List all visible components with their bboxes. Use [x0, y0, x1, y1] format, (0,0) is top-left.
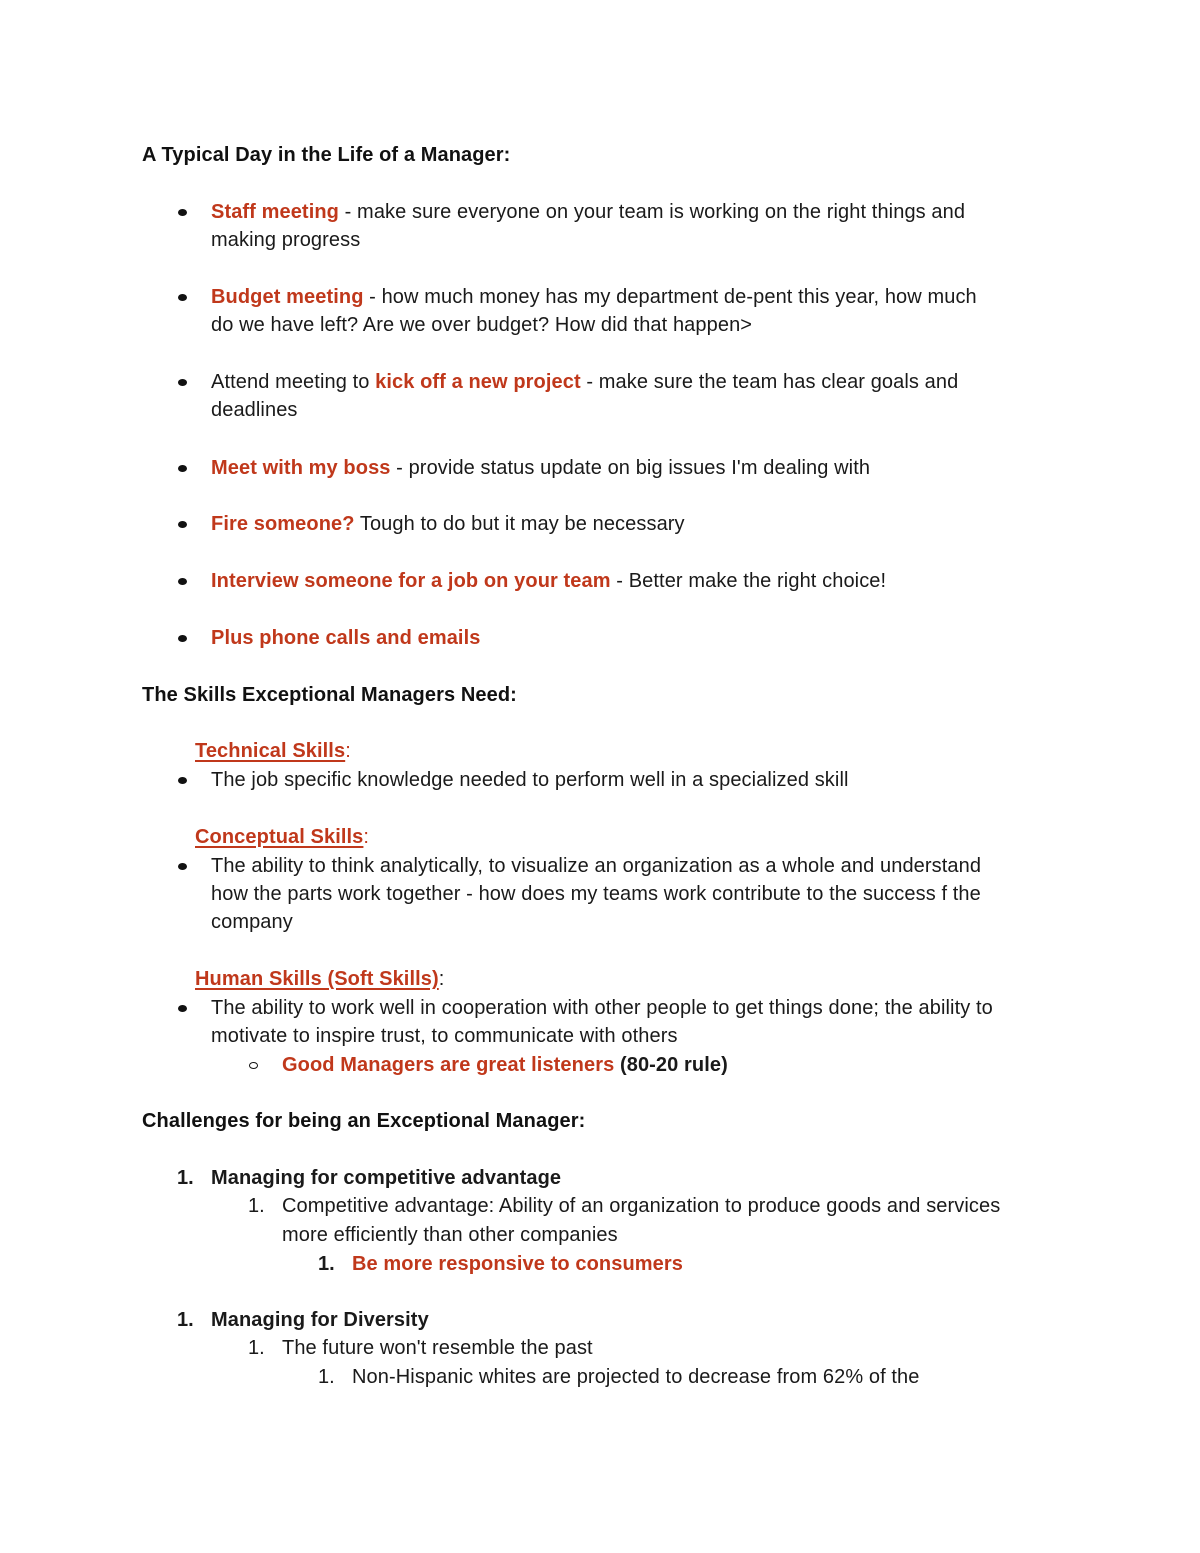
item-text: - make sure everyone on your team is working on the right things and: [338, 201, 966, 223]
list-item-continuation: do we have left? Are we over budget? How did that happen>: [211, 314, 753, 336]
item-highlight: Fire someone?: [211, 513, 355, 535]
skill-heading-human: [195, 965, 444, 993]
item-highlight: Plus phone calls and emails: [211, 627, 481, 649]
list-item: [211, 198, 965, 226]
list-item-continuation: making progress: [211, 229, 361, 251]
item-text: (80-20 rule): [614, 1054, 728, 1076]
list-item-continuation: how the parts work together - how does my teams work contribute to the success f the: [211, 883, 981, 905]
item-highlight: Meet with my boss: [211, 457, 391, 479]
bullet-icon: [178, 578, 187, 585]
list-item: The job specific knowledge needed to perform well in a specialized skill: [211, 769, 849, 791]
sub-list-item: Competitive advantage: Ability of an organization to produce goods and services: [282, 1195, 1001, 1217]
item-text-prefix: Attend meeting to: [211, 371, 376, 393]
bullet-icon: [178, 294, 187, 301]
item-highlight: Good Managers are great listeners: [282, 1054, 615, 1076]
list-item: [211, 454, 870, 482]
list-number: 1.: [177, 1309, 194, 1331]
bullet-icon: [178, 777, 187, 784]
sub-list-item: The future won't resemble the past: [282, 1337, 593, 1359]
bullet-icon: [178, 465, 187, 472]
list-item: [211, 368, 958, 396]
sub-list-item-continuation: more efficiently than other companies: [282, 1224, 618, 1246]
list-number: 1.: [177, 1167, 194, 1189]
list-number: 1.: [248, 1195, 265, 1217]
skill-heading-conceptual: [195, 823, 369, 851]
list-item: [211, 624, 480, 652]
bullet-icon: [178, 209, 187, 216]
bullet-icon: [178, 635, 187, 642]
item-text: - how much money has my department de-pent this year, how much: [363, 286, 977, 308]
hollow-bullet-icon: [249, 1062, 258, 1069]
list-item: [211, 283, 977, 311]
skill-colon: :: [438, 968, 445, 990]
skill-heading-technical: [195, 737, 351, 765]
list-number: 1.: [318, 1253, 335, 1275]
bullet-icon: [178, 521, 187, 528]
item-text: - provide status update on big issues I'm dealing with: [390, 457, 871, 479]
list-item: [211, 510, 685, 538]
item-highlight: kick off a new project: [375, 371, 581, 393]
list-item-continuation: company: [211, 911, 293, 933]
section-heading-skills: The Skills Exceptional Managers Need:: [142, 684, 517, 706]
item-highlight: Budget meeting: [211, 286, 364, 308]
item-text: - make sure the team has clear goals and: [580, 371, 959, 393]
skill-label: Conceptual Skills: [195, 826, 364, 848]
skill-label: Technical Skills: [195, 740, 346, 762]
section-heading-challenges: Challenges for being an Exceptional Manager:: [142, 1110, 586, 1132]
item-highlight: Interview someone for a job on your team: [211, 570, 611, 592]
list-item-continuation: deadlines: [211, 399, 298, 421]
skill-colon: :: [363, 826, 370, 848]
challenge-title: Managing for Diversity: [211, 1309, 429, 1331]
list-item-continuation: motivate to inspire trust, to communicate with others: [211, 1025, 678, 1047]
list-item: The ability to work well in cooperation with other people to get things done; the ability to: [211, 997, 993, 1019]
list-number: 1.: [318, 1366, 335, 1388]
list-number: 1.: [248, 1337, 265, 1359]
skill-label: Human Skills (Soft Skills): [195, 968, 439, 990]
sub-sub-list-item: Be more responsive to consumers: [352, 1253, 683, 1275]
item-text: Tough to do but it may be necessary: [354, 513, 685, 535]
bullet-icon: [178, 863, 187, 870]
challenge-title: Managing for competitive advantage: [211, 1167, 562, 1189]
item-text: - Better make the right choice!: [610, 570, 887, 592]
bullet-icon: [178, 379, 187, 386]
item-highlight: Staff meeting: [211, 201, 339, 223]
list-item: The ability to think analytically, to visualize an organization as a whole and understand: [211, 855, 982, 877]
list-item: [211, 567, 886, 595]
section-heading-typical-day: A Typical Day in the Life of a Manager:: [142, 144, 511, 166]
bullet-icon: [178, 1005, 187, 1012]
sub-sub-list-item: Non-Hispanic whites are projected to decrease from 62% of the: [352, 1366, 920, 1388]
skill-colon: :: [345, 740, 351, 762]
sub-list-item: [282, 1051, 728, 1079]
